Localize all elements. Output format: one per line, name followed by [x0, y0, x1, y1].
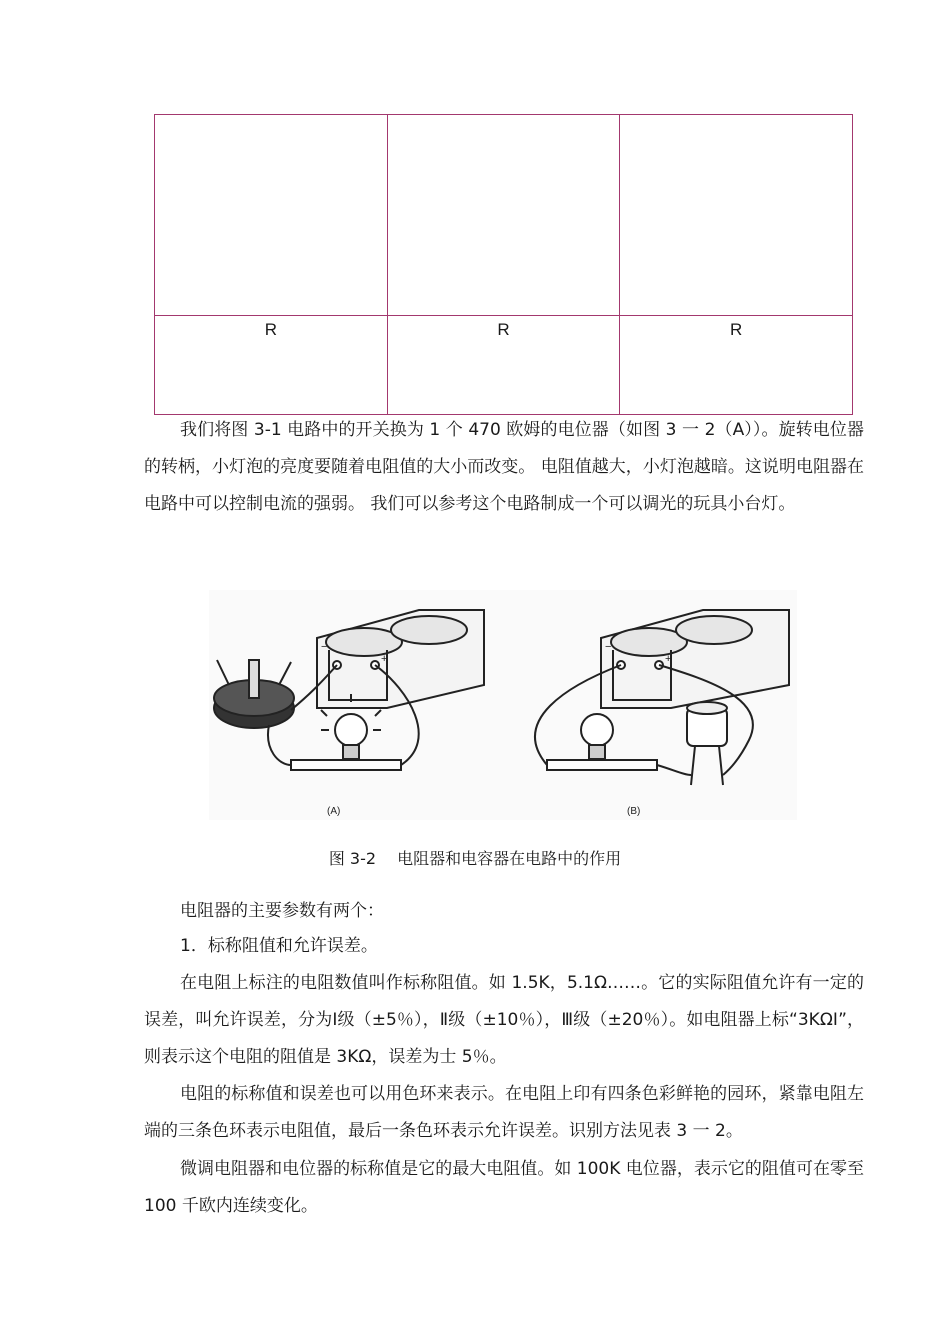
- battery-plus-label: +: [665, 653, 672, 665]
- table-cell-label: R: [155, 316, 388, 415]
- table-cell-label: R: [620, 316, 853, 415]
- battery-plus-label: +: [381, 653, 388, 665]
- table-cell: [155, 115, 388, 316]
- battery-minus-label: −: [605, 641, 612, 653]
- paragraph-trimmer: 微调电阻器和电位器的标称值是它的最大电阻值。如 100K 电位器，表示它的阻值可在零至 100 千欧内连续变化。: [144, 1159, 864, 1216]
- wire: [657, 765, 691, 775]
- wire: [268, 725, 291, 765]
- figure-label-b: (B): [627, 806, 641, 817]
- paragraph-potentiometer: 我们将图 3-1 电路中的开关换为 1 个 470 欧姆的电位器（如图 3 一 2（A））。旋转电位器的转柄，小灯泡的亮度要随着电阻值的大小而改变。 电阻值越大，小灯泡越暗。这说明电阻器在电路中可以控制电流的强弱。 我们可以参考这个电路制成一个可以调光的玩具小台灯。: [144, 420, 864, 514]
- paragraph-params-intro: 电阻器的主要参数有两个：: [180, 901, 384, 921]
- capacitor-icon: [687, 702, 727, 785]
- battery-icon: [601, 610, 789, 708]
- table-cell: [387, 115, 620, 316]
- battery-icon: [317, 610, 484, 708]
- table-cell-label: R: [387, 316, 620, 415]
- potentiometer-icon: [214, 660, 294, 728]
- figure-caption: 图 3-2 电阻器和电容器在电路中的作用: [328, 849, 622, 868]
- figure-label-a: (A): [327, 806, 341, 817]
- bulb-icon: [547, 714, 657, 770]
- circuit-figure: [209, 590, 797, 820]
- paragraph-nominal-value: 在电阻上标注的电阻数值叫作标称阻值。如 1.5K，5.1Ω……。它的实际阻值允许有一定的误差，叫允许误差，分为Ⅰ级（±5％），Ⅱ级（±10％），Ⅲ级（±20％）。如电阻器上标“3KΩⅠ”，则表示这个电阻的阻值是 3KΩ，误差为士 5％。: [144, 973, 864, 1067]
- paragraph-params-item1: 1．标称阻值和允许误差。: [180, 936, 378, 956]
- resistor-table: [154, 114, 853, 415]
- circuit-illustration: [209, 590, 797, 820]
- table-cell: [620, 115, 853, 316]
- paragraph-color-code: 电阻的标称值和误差也可以用色环来表示。在电阻上印有四条色彩鲜艳的园环，紧靠电阻左端的三条色环表示电阻值，最后一条色环表示允许误差。识别方法见表 3 一 2。: [144, 1084, 864, 1141]
- battery-minus-label: −: [321, 641, 328, 653]
